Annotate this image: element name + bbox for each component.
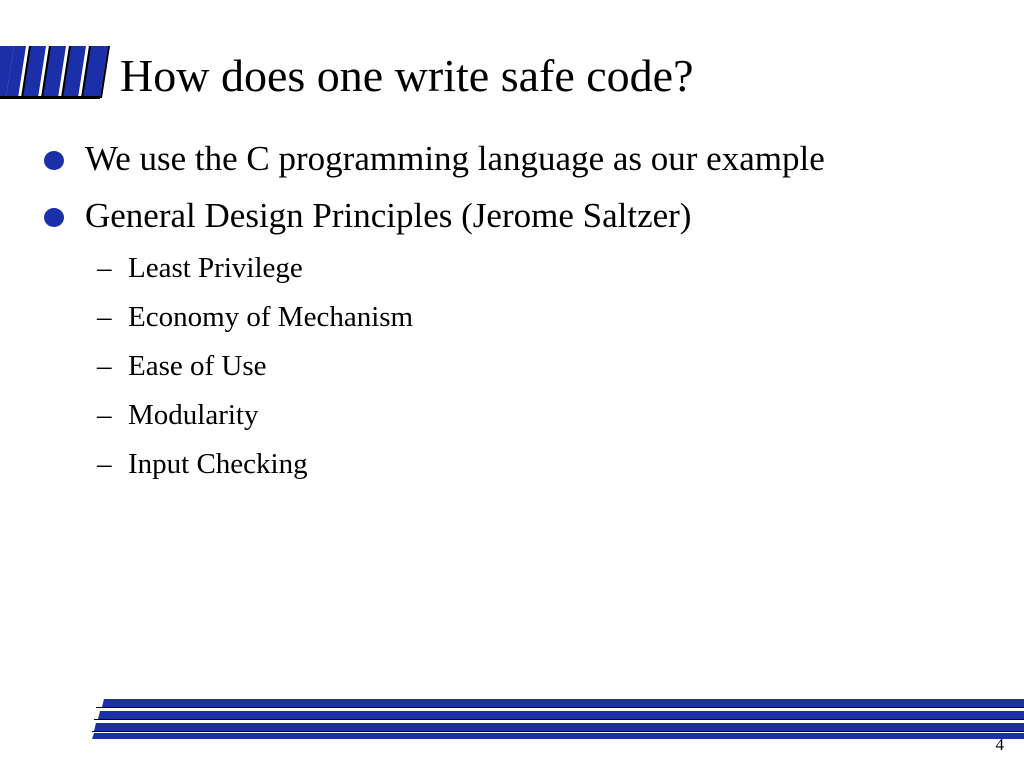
bullet-item xyxy=(0,192,1024,249)
sub-bullet-text: Input Checking xyxy=(128,448,308,480)
sub-bullet-item xyxy=(0,443,1024,492)
sub-bullet-text: Modularity xyxy=(128,399,259,431)
slide-logo-icon xyxy=(0,44,112,100)
sub-bullet-list xyxy=(0,247,1024,492)
bullet-text: We use the C programming language as our example xyxy=(85,139,825,178)
sub-bullet-dash: – xyxy=(97,448,112,480)
sub-bullet-dash: – xyxy=(97,252,112,284)
sub-bullet-item xyxy=(0,345,1024,394)
bullet-dot-icon xyxy=(44,151,64,170)
sub-bullet-text: Economy of Mechanism xyxy=(128,301,414,333)
bullet-dot-icon xyxy=(44,208,64,227)
sub-bullet-item xyxy=(0,394,1024,443)
page-number: 4 xyxy=(995,735,1004,754)
bullet-list xyxy=(0,135,1024,249)
sub-bullet-item xyxy=(0,296,1024,345)
sub-bullet-item xyxy=(0,247,1024,296)
sub-bullet-dash: – xyxy=(97,301,112,333)
slide-title: How does one write safe code? xyxy=(120,50,694,101)
sub-bullet-dash: – xyxy=(97,350,112,382)
sub-bullet-dash: – xyxy=(97,399,112,431)
bullet-item xyxy=(0,135,1024,192)
sub-bullet-text: Least Privilege xyxy=(128,252,303,284)
sub-bullet-text: Ease of Use xyxy=(128,350,267,382)
bullet-text: General Design Principles (Jerome Saltzer) xyxy=(85,196,692,235)
footer-stripes-icon xyxy=(92,699,1024,741)
